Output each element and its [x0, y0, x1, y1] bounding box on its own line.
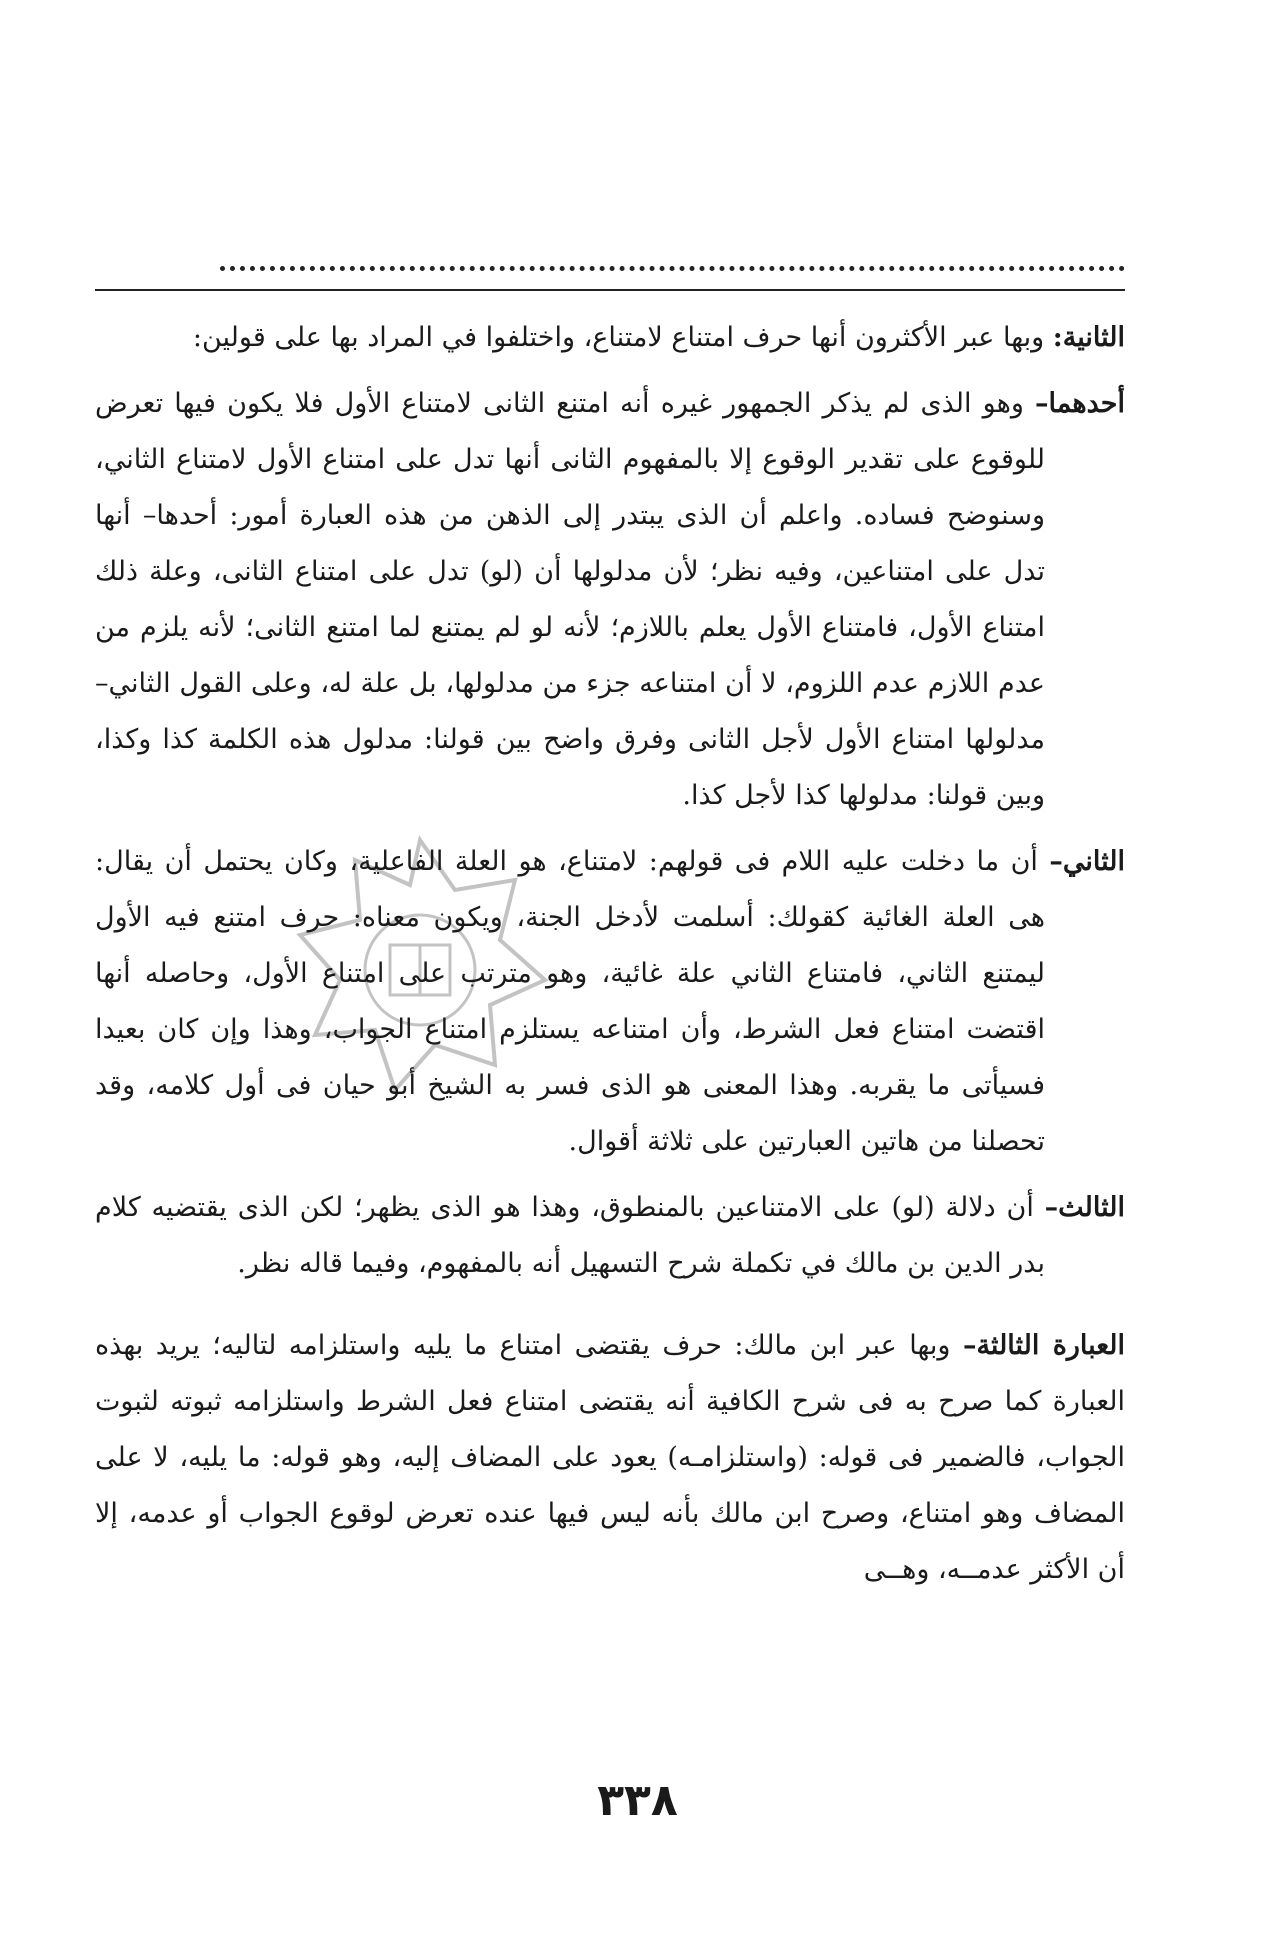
paragraph-text: وبها عبر الأكثرون أنها حرف امتناع لامتناع، واختلفوا في المراد بها على قولين: — [192, 322, 1053, 353]
body-text — [95, 310, 1125, 1598]
page-number: ٣٣٨ — [597, 1775, 678, 1826]
paragraph-lead: العبارة الثالثة– — [962, 1330, 1125, 1361]
paragraph-third-point — [95, 1180, 1125, 1292]
dotted-separator — [220, 266, 1125, 271]
paragraph-text: وهو الذى لم يذكر الجمهور غيره أنه امتنع الثانى لامتناع الأول فلا يكون فيها تعرض للوقوع على تقدير الوقوع إلا بالمفهوم الثانى أنها تدل على امتناع الأول لامتناع الثاني، وسنوضح فساده. واعلم أن الذى يبتدر إلى الذهن من هذه العبارة أمور: أحدها– أنها تدل على امتناعين، وفيه نظر؛ لأن مدلولها أن (لو) تدل على امتناع الثانى، وعلة ذلك امتناع الأول، فامتناع الأول يعلم باللازم؛ لأنه لو لم يمتنع لما امتنع الثانى؛ لأنه يلزم من عدم اللازم عدم اللزوم، لا أن امتناعه جزء من مدلولها، بل علة له، وعلى القول الثاني– مدلولها امتناع الأول لأجل الثانى وفرق واضح بين قولنا: مدلول هذه الكلمة كذا وكذا، وبين قولنا: مدلولها كذا لأجل كذا. — [95, 388, 1046, 811]
paragraph-second-phrase — [95, 310, 1125, 366]
paragraph-lead: أحدهما– — [1035, 388, 1125, 419]
header-rule — [95, 289, 1125, 291]
paragraph-lead: الثاني– — [1049, 846, 1125, 877]
paragraph-lead: الثالث– — [1044, 1192, 1125, 1223]
paragraph-text: وبها عبر ابن مالك: حرف يقتضى امتناع ما يليه واستلزامه لتاليه؛ يريد بهذه العبارة كما صرح به فى شرح الكافية أنه يقتضى امتناع فعل الشرط واستلزامه ثبوته لثبوت الجواب، فالضمير فى قوله: (واستلزامـه) يعود على المضاف إليه، وهو قوله: ما يليه، لا على المضاف وهو امتناع، وصرح ابن مالك بأنه ليس فيها عنده تعرض لوقوع الجواب أو عدمه، إلا أن الأكثر عدمــه، وهــى — [95, 1330, 1125, 1585]
paragraph-second-point — [95, 834, 1125, 1170]
paragraph-first-opinion — [95, 376, 1125, 824]
paragraph-text: أن ما دخلت عليه اللام فى قولهم: لامتناع، هو العلة الفاعلية، وكان يحتمل أن يقال: هى العلة الغائية كقولك: أسلمت لأدخل الجنة، ويكون معناه: حرف امتنع فيه الأول ليمتنع الثاني، فامتناع الثاني علة غائية، وهو مترتب على امتناع الأول، وحاصله أنها اقتضت امتناع فعل الشرط، وأن امتناعه يستلزم امتناع الجواب، وهذا وإن كان بعيدا فسيأتى ما يقربه. وهذا المعنى هو الذى فسر به الشيخ أبو حيان فى أول كلامه، وقد تحصلنا من هاتين العبارتين على ثلاثة أقوال. — [95, 846, 1050, 1157]
paragraph-text: أن دلالة (لو) على الامتناعين بالمنطوق، وهذا هو الذى يظهر؛ لكن الذى يقتضيه كلام بدر الدين بن مالك في تكملة شرح التسهيل أنه بالمفهوم، وفيما قاله نظر. — [95, 1192, 1045, 1279]
paragraph-third-phrase — [95, 1318, 1125, 1598]
paragraph-lead: الثانية: — [1052, 322, 1125, 353]
